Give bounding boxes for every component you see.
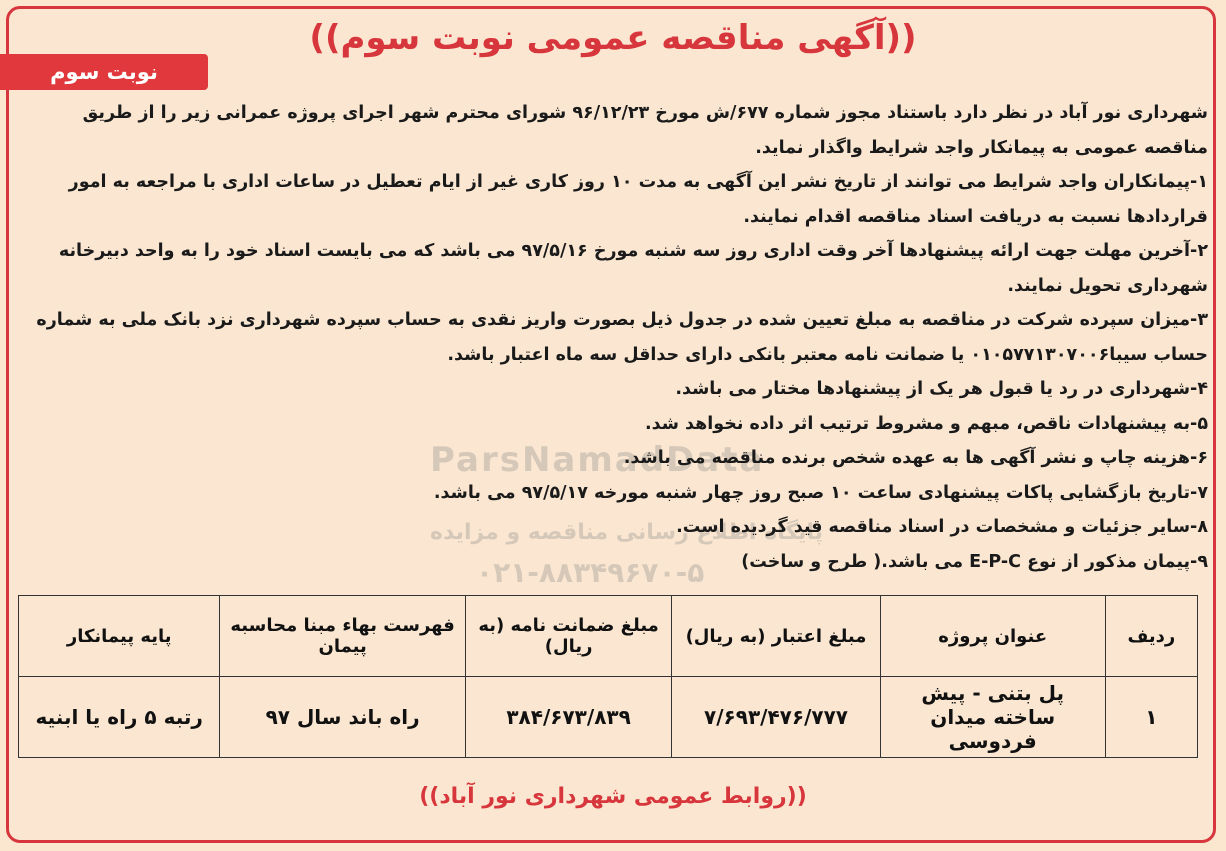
- watermark-tagline: پایگاه اطلاع رسانی مناقصه و مزایده: [430, 520, 823, 545]
- cell-project-title: پل بتنی - پیش ساخته میدان فردوسی: [880, 677, 1105, 758]
- watermark-phone: ۰۲۱-۸۸۳۴۹۶۷۰-۵: [476, 556, 705, 589]
- notice-item-1: ۱-پیمانکاران واجد شرایط می توانند از تاریخ نشر این آگهی به مدت ۱۰ روز کاری غیر از ایام تعطیل در ساعات اداری با مراجعه به امور قراردادها نسبت به دریافت اسناد مناقصه اقدام نمایند.: [68, 172, 1208, 227]
- notice-item-3: ۳-میزان سپرده شرکت در مناقصه به مبلغ تعیین شده در جدول ذیل بصورت واریز نقدی به حساب سپرده شهرداری نزد بانک ملی به شماره حساب سیبا۰۱۰۵۷۷۱۳۰۷۰۰۶ یا ضمانت نامه معتبر بانکی دارای حداقل سه ماه اعتبار باشد.: [36, 310, 1208, 365]
- cell-guarantee-amount: ۳۸۴/۶۷۳/۸۳۹: [465, 677, 672, 758]
- header-credit-amount: مبلغ اعتبار (به ریال): [672, 596, 880, 677]
- notice-item-9: ۹-پیمان مذکور از نوع E-P-C می باشد.( طرح و ساخت): [741, 551, 1208, 572]
- notice-item-4: ۴-شهرداری در رد یا قبول هر یک از پیشنهادها مختار می باشد.: [675, 379, 1208, 399]
- tender-table: [18, 595, 1198, 758]
- cell-credit-amount: ۷/۶۹۳/۴۷۶/۷۷۷: [672, 677, 880, 758]
- cell-row-number: ۱: [1105, 677, 1197, 758]
- cell-contractor-grade: رتبه ۵ راه یا ابنیه: [19, 677, 220, 758]
- table-header-row: [19, 596, 1198, 677]
- header-guarantee-amount: مبلغ ضمانت نامه (به ریال): [465, 596, 672, 677]
- notice-item-7: ۷-تاریخ بازگشایی پاکات پیشنهادی ساعت ۱۰ صبح روز چهار شنبه مورخه ۹۷/۵/۱۷ می باشد.: [433, 482, 1208, 503]
- cell-price-list: راه باند سال ۹۷: [220, 677, 465, 758]
- notice-item-6: ۶-هزینه چاپ و نشر آگهی ها به عهده شخص برنده مناقصه می باشد.: [623, 448, 1208, 468]
- header-contractor-grade: پایه پیمانکار: [19, 596, 220, 677]
- notice-item-2: ۲-آخرین مهلت جهت ارائه پیشنهادها آخر وقت اداری روز سه شنبه مورخ ۹۷/۵/۱۶ می باشد که می بایست اسناد خود را به واحد دبیرخانه شهرداری تحویل نمایند.: [58, 241, 1208, 296]
- watermark-brand: ParsNamadData: [430, 440, 765, 480]
- notice-item-5: ۵-به پیشنهادات ناقص، مبهم و مشروط ترتیب اثر داده نخواهد شد.: [644, 413, 1208, 434]
- notice-title: ((آگهی مناقصه عمومی نوبت سوم)): [309, 18, 917, 58]
- table-row: [19, 677, 1198, 758]
- round-badge: نوبت سوم: [0, 54, 208, 90]
- notice-footer: ((روابط عمومی شهرداری نور آباد)): [419, 784, 807, 809]
- header-row-number: ردیف: [1105, 596, 1197, 677]
- notice-intro: شهرداری نور آباد در نظر دارد باستناد مجوز شماره ۶۷۷/ش مورخ ۹۶/۱۲/۲۳ شورای محترم شهر اجرای پروژه عمرانی زیر را از طریق مناقصه عمومی به پیمانکار واجد شرایط واگذار نماید.: [82, 103, 1208, 158]
- header-project-title: عنوان پروژه: [880, 596, 1105, 677]
- header-price-list: فهرست بهاء مبنا محاسبه پیمان: [220, 596, 465, 677]
- notice-item-8: ۸-سایر جزئیات و مشخصات در اسناد مناقصه قید گردیده است.: [676, 517, 1208, 537]
- notice-body: [20, 96, 1208, 579]
